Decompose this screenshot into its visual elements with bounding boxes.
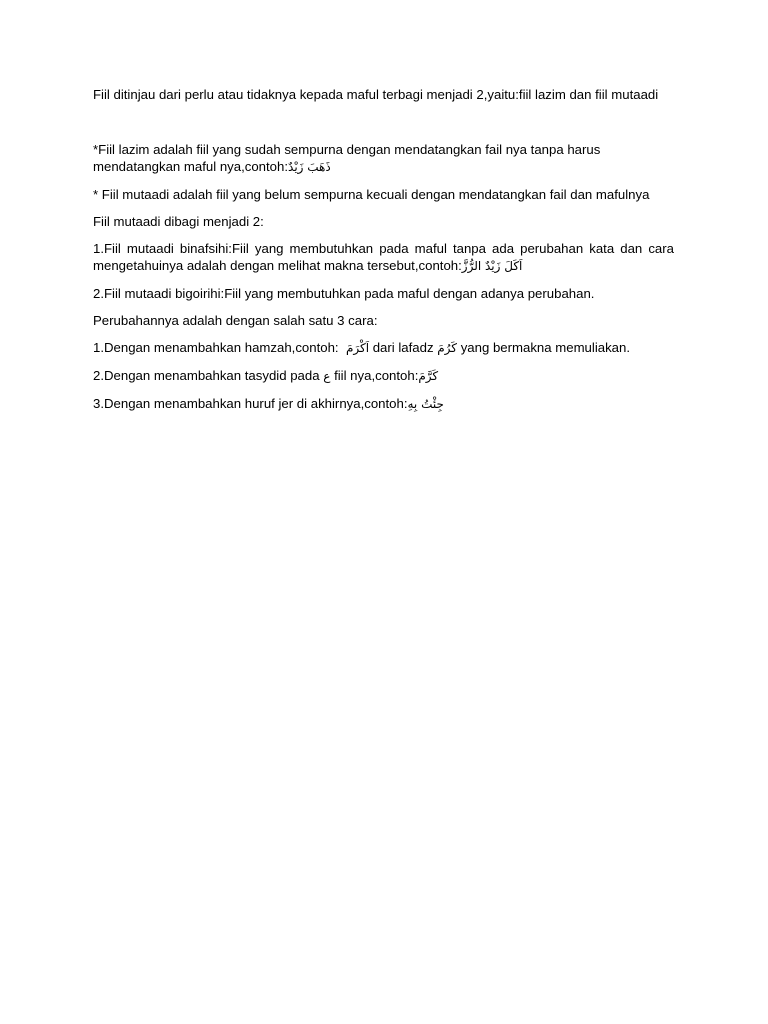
item2-paragraph	[93, 285, 674, 302]
lazim-paragraph	[93, 141, 674, 176]
way2-letter-arabic: ع	[323, 369, 331, 383]
way1-source-arabic: كَرُمَ	[437, 341, 458, 355]
intro-text: Fiil ditinjau dari perlu atau tidaknya kepada maful terbagi menjadi 2,yaitu:fiil lazim dan fiil mutaadi	[93, 87, 659, 102]
lazim-example-arabic: ذَهَبَ زَيْدٌ	[288, 160, 331, 174]
item1-paragraph	[93, 240, 674, 275]
lazim-text: *Fiil lazim adalah fiil yang sudah sempurna dengan mendatangkan fail nya tanpa harus mendatangkan maful nya,contoh:	[93, 142, 601, 174]
change-heading-text: Perubahannya adalah dengan salah satu 3 cara:	[93, 313, 378, 328]
way3-prefix: 3.Dengan menambahkan huruf jer di akhirnya,contoh:	[93, 396, 408, 411]
way1-middle: dari lafadz	[372, 340, 434, 355]
way1-prefix: 1.Dengan menambahkan hamzah,contoh:	[93, 340, 339, 355]
intro-paragraph	[93, 86, 674, 103]
way2-paragraph	[93, 367, 674, 385]
mutaadi-paragraph	[93, 186, 674, 203]
item1-text: 1.Fiil mutaadi binafsihi:Fiil yang membutuhkan pada maful tanpa ada perubahan kata dan cara mengetahuinya adalah dengan melihat makna tersebut,contoh:	[93, 241, 674, 273]
way1-suffix: yang bermakna memuliakan.	[460, 340, 631, 355]
change-heading	[93, 312, 674, 329]
item2-text: 2.Fiil mutaadi bigoirihi:Fiil yang membutuhkan pada maful dengan adanya perubahan.	[93, 286, 595, 301]
division-heading	[93, 213, 674, 230]
way3-paragraph	[93, 395, 674, 413]
way2-middle: fiil nya,contoh:	[334, 368, 419, 383]
way1-paragraph	[93, 339, 674, 357]
division-heading-text: Fiil mutaadi dibagi menjadi 2:	[93, 214, 264, 229]
item1-example-arabic: اَكَلَ زَيْدٌ الرُّزَّ	[461, 259, 523, 273]
document-body	[93, 86, 674, 413]
mutaadi-text: * Fiil mutaadi adalah fiil yang belum sempurna kecuali dengan mendatangkan fail dan mafulnya	[93, 187, 650, 202]
way3-example-arabic: جِئْتُ بِهِ	[407, 397, 444, 411]
way1-example-arabic: اَكْرَمَ	[345, 341, 370, 355]
way2-example-arabic: كَرَّمَ	[418, 369, 439, 383]
way2-prefix: 2.Dengan menambahkan tasydid pada	[93, 368, 320, 383]
